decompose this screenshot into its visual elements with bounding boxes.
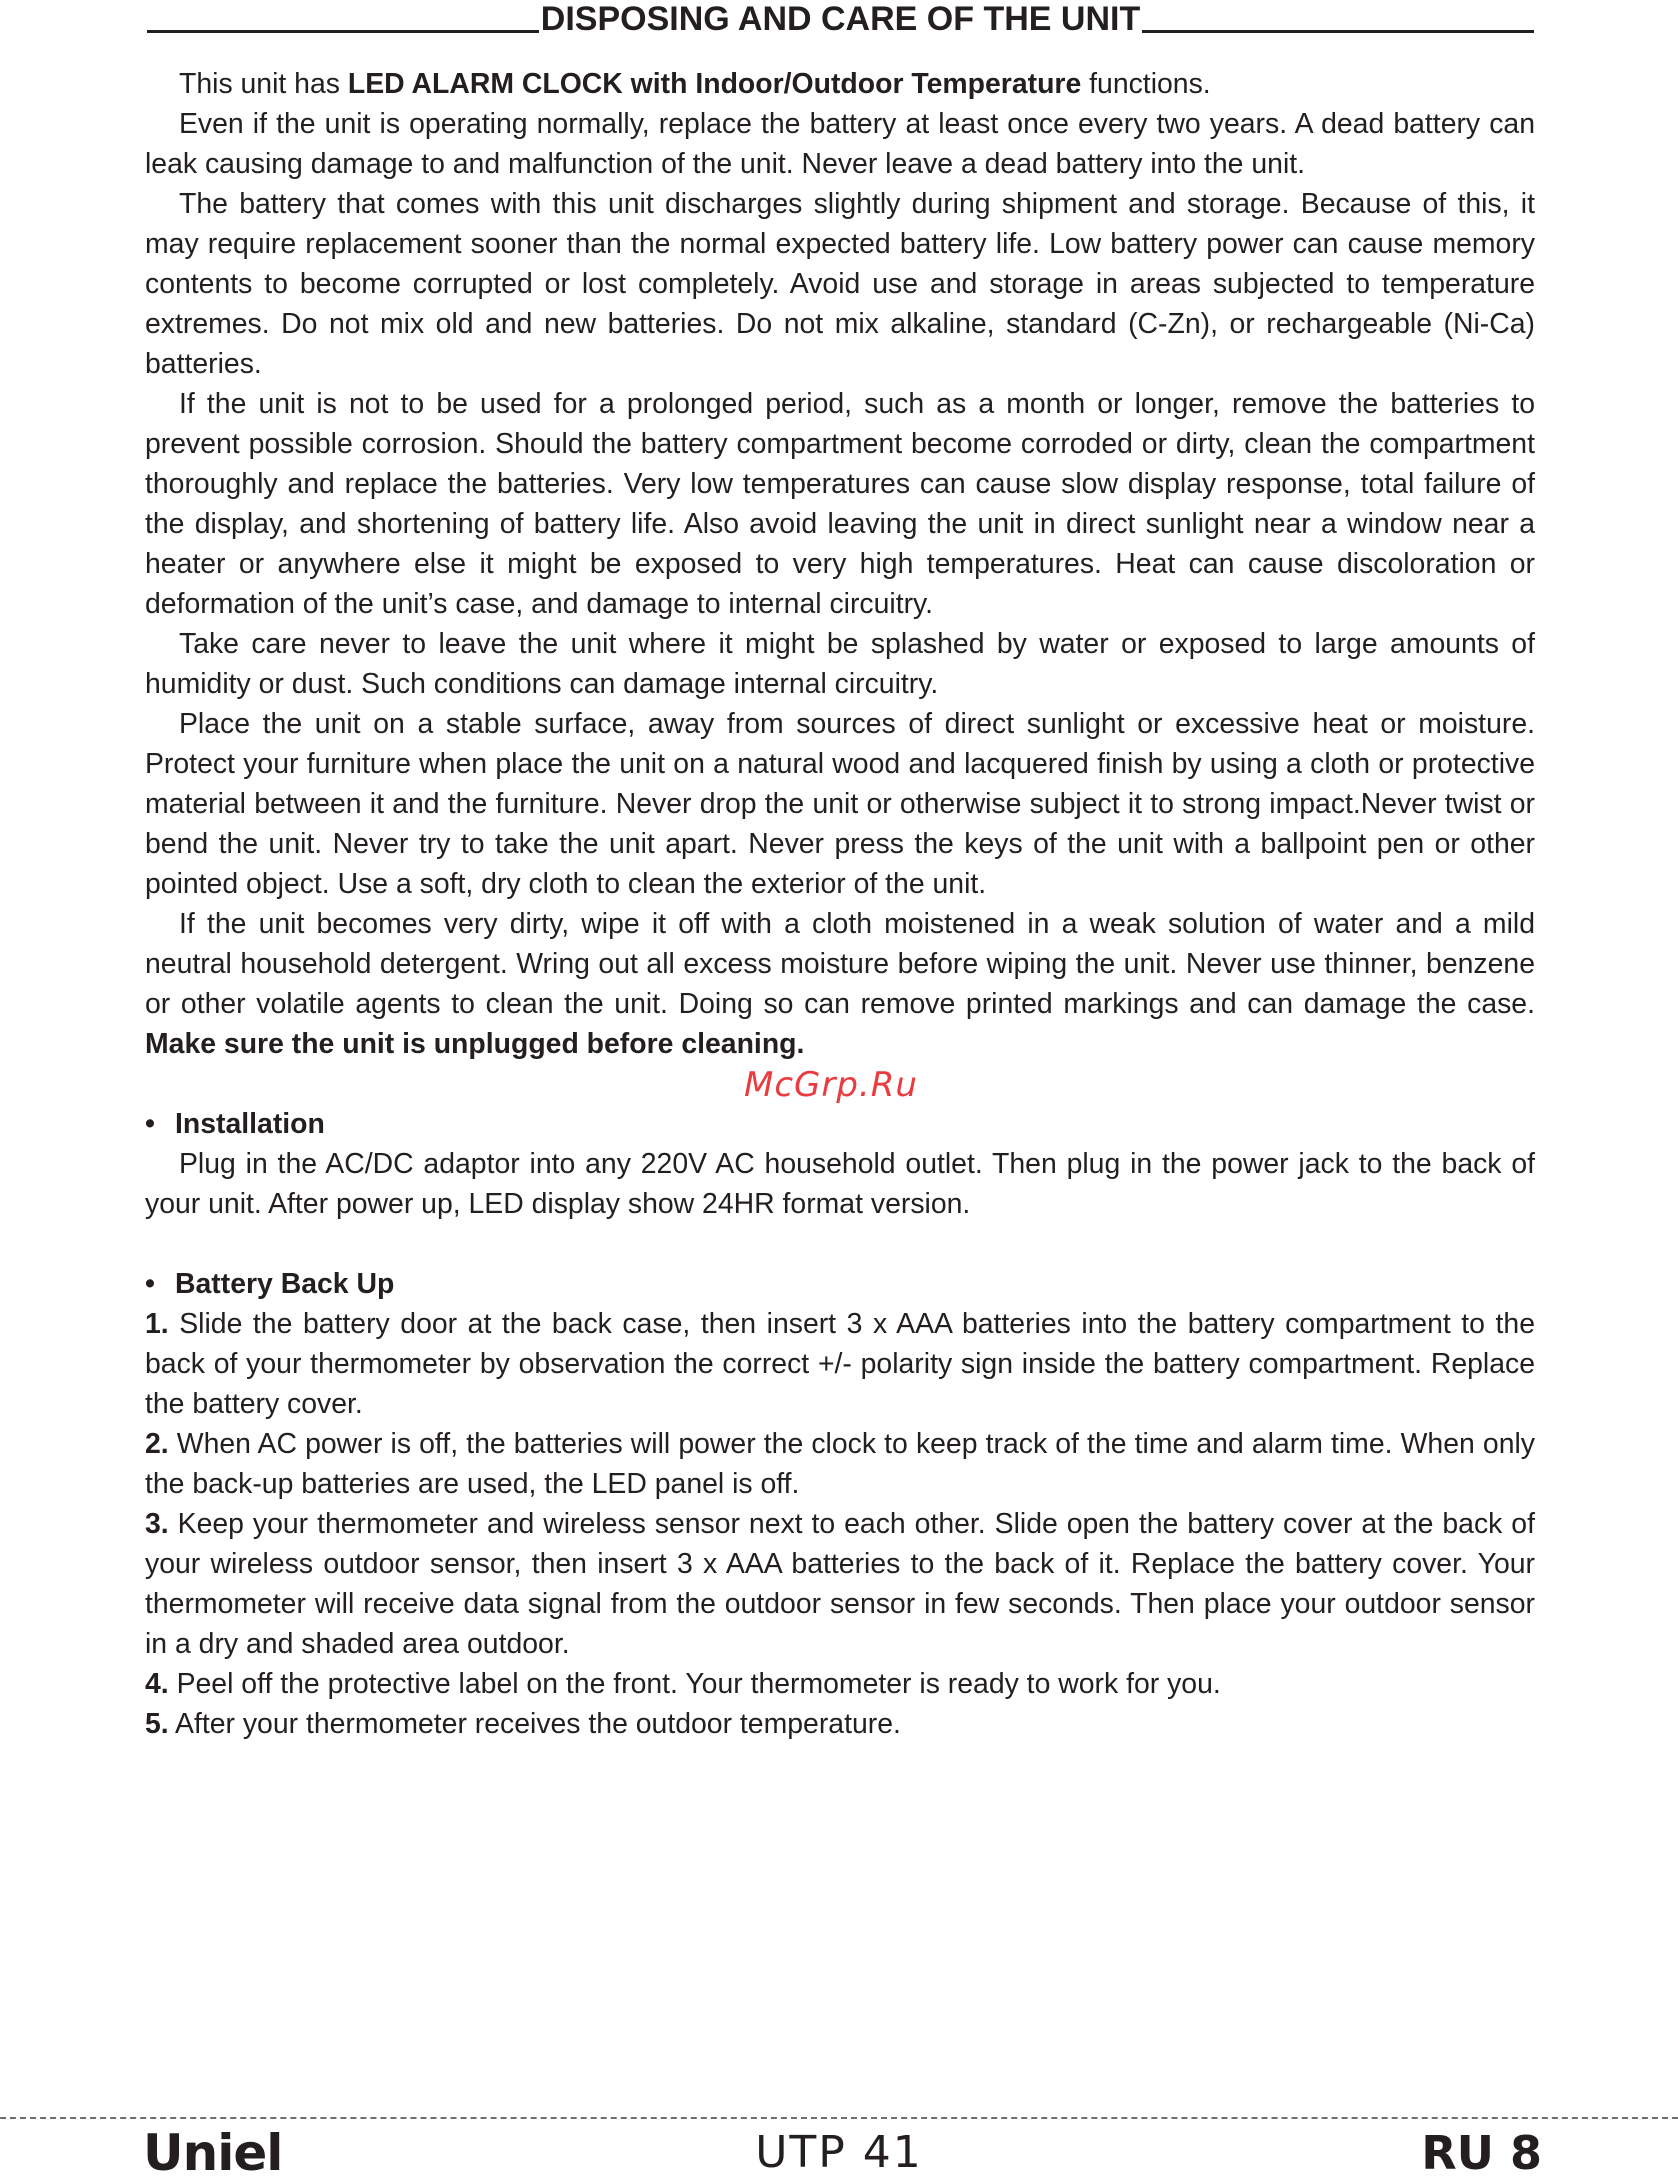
battery-step-3: 3. Keep your thermometer and wireless sensor next to each other. Slide open the battery cover at the back of your wireless outdoor sensor, then insert 3 x AAA batteries to the back of it. Replace the battery cover. Your thermometer will receive data signal from the outdoor sensor in few seconds. Then place your outdoor sensor in a dry and shaded area outdoor. bbox=[145, 1508, 1535, 1660]
battery-step-1: 1. Slide the battery door at the back case, then insert 3 x AAA batteries into the battery compartment to the back of your thermometer by observation the correct +/- polarity sign inside the battery compartment. Replace the battery cover. bbox=[145, 1308, 1535, 1420]
heading-rule-right bbox=[1142, 30, 1534, 33]
brand-logo: Uniel bbox=[143, 2124, 283, 2182]
heading-rule-left bbox=[147, 30, 539, 33]
watermark: McGrp.Ru bbox=[744, 1065, 918, 1105]
spacer bbox=[145, 1224, 1535, 1264]
intro-paragraph-3: The battery that comes with this unit discharges slightly during shipment and storage. Because of this, it may require replacement sooner than the normal expected battery life. Low battery power can cause memory contents to become corrupted or lost completely. Avoid use and storage in areas subjected to temperature extremes. Do not mix old and new batteries. Do not mix alkaline, standard (C-Zn), or rechargeable (Ni-Ca) batteries. bbox=[145, 188, 1535, 380]
body-text bbox=[145, 64, 1535, 1744]
installation-heading: • Installation bbox=[145, 1104, 1535, 1144]
intro-paragraph-7: If the unit becomes very dirty, wipe it off with a cloth moistened in a weak solution of water and a mild neutral household detergent. Wring out all excess moisture before wiping the unit. Never use thinner, benzene or other volatile agents to clean the unit. Doing so can remove printed markings and can damage the case. Make sure the unit is unplugged before cleaning. bbox=[145, 908, 1535, 1060]
battery-step-5: 5. After your thermometer receives the outdoor temperature. bbox=[145, 1708, 901, 1740]
model-number: UTP 41 bbox=[755, 2127, 923, 2178]
intro-paragraph-2: Even if the unit is operating normally, replace the battery at least once every two years. A dead battery can leak causing damage to and malfunction of the unit. Never leave a dead battery into the unit. bbox=[145, 108, 1535, 180]
intro-paragraph-1: This unit has LED ALARM CLOCK with Indoor/Outdoor Temperature functions. bbox=[179, 68, 1211, 100]
battery-step-4: 4. Peel off the protective label on the front. Your thermometer is ready to work for you. bbox=[145, 1668, 1221, 1700]
intro-paragraph-5: Take care never to leave the unit where it might be splashed by water or exposed to large amounts of humidity or dust. Such conditions can damage internal circuitry. bbox=[145, 628, 1535, 700]
battery-backup-heading: • Battery Back Up bbox=[145, 1264, 1535, 1304]
product-name: LED ALARM CLOCK with Indoor/Outdoor Temperature bbox=[347, 68, 1082, 100]
intro-paragraph-4: If the unit is not to be used for a prolonged period, such as a month or longer, remove the batteries to prevent possible corrosion. Should the battery compartment become corroded or dirty, clean the compartment thoroughly and replace the batteries. Very low temperatures can cause slow display response, total failure of the display, and shortening of battery life. Also avoid leaving the unit in direct sunlight near a window near a heater or anywhere else it might be exposed to very high temperatures. Heat can cause discoloration or deformation of the unit’s case, and damage to internal circuitry. bbox=[145, 388, 1535, 620]
battery-step-2: 2. When AC power is off, the batteries will power the clock to keep track of the time and alarm time. When only the back-up batteries are used, the LED panel is off. bbox=[145, 1428, 1535, 1500]
bullet-icon: • bbox=[145, 1268, 155, 1300]
section-heading bbox=[147, 0, 1534, 38]
installation-text: Plug in the AC/DC adaptor into any 220V AC household outlet. Then plug in the power jack to the back of your unit. After power up, LED display show 24HR format version. bbox=[145, 1148, 1535, 1220]
intro-paragraph-6: Place the unit on a stable surface, away from sources of direct sunlight or excessive heat or moisture. Protect your furniture when place the unit on a natural wood and lacquered finish by using a cloth or protective material between it and the furniture. Never drop the unit or otherwise subject it to strong impact.Never twist or bend the unit. Never try to take the unit apart. Never press the keys of the unit with a ballpoint pen or other pointed object. Use a soft, dry cloth to clean the exterior of the unit. bbox=[145, 708, 1535, 900]
page-title: DISPOSING AND CARE OF THE UNIT bbox=[540, 0, 1141, 38]
unplug-warning: Make sure the unit is unplugged before cleaning. bbox=[145, 1028, 805, 1060]
page-number: RU 8 bbox=[1421, 2126, 1542, 2180]
bullet-icon: • bbox=[145, 1108, 155, 1140]
footer-divider bbox=[0, 2117, 1678, 2119]
